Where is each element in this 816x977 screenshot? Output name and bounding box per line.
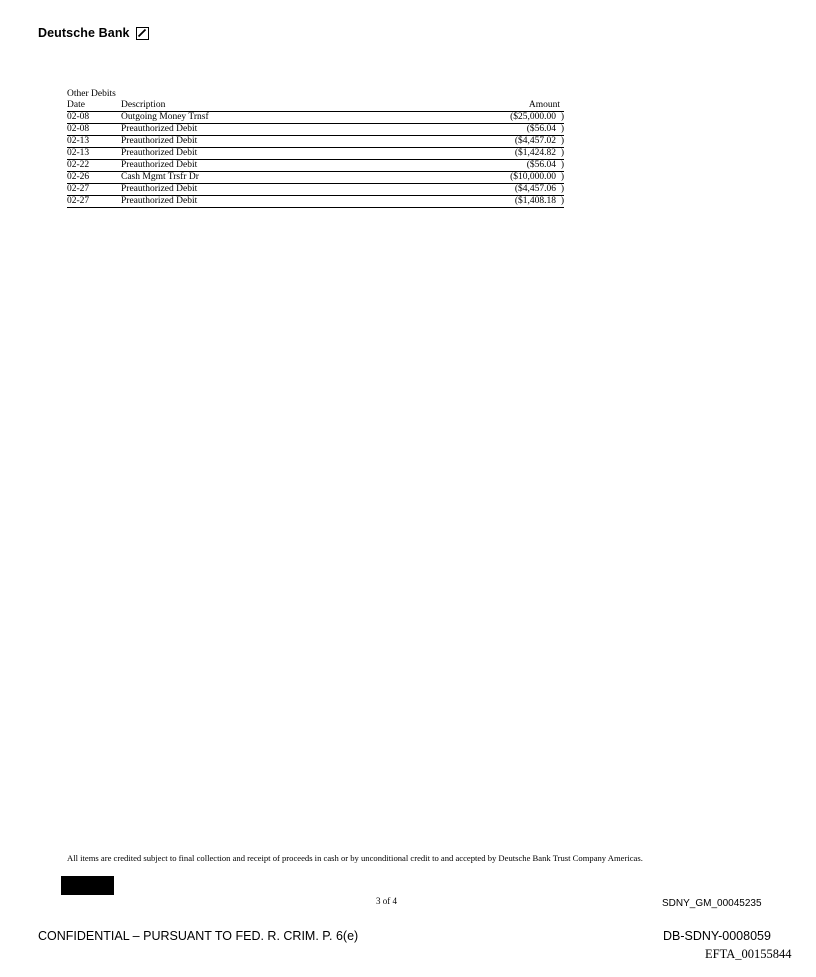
- efta-number: EFTA_00155844: [705, 947, 792, 961]
- row-amount: ($56.04: [526, 124, 556, 134]
- row-description: Preauthorized Debit: [121, 160, 421, 172]
- row-amount-close-paren: ): [560, 172, 564, 182]
- row-amount-cell: [421, 124, 564, 136]
- redaction-block: [61, 876, 114, 895]
- table-row: [67, 160, 564, 172]
- deutsche-bank-logo-icon: [136, 27, 149, 40]
- row-amount-close-paren: ): [560, 148, 564, 158]
- row-amount: ($56.04: [526, 160, 556, 170]
- page-number: 3 of 4: [376, 896, 397, 906]
- row-amount: ($10,000.00: [510, 172, 556, 182]
- row-amount-cell: [421, 112, 564, 124]
- row-amount-close-paren: ): [560, 160, 564, 170]
- row-description: Preauthorized Debit: [121, 136, 421, 148]
- row-date: 02-27: [67, 184, 121, 196]
- section-title: Other Debits: [67, 89, 116, 99]
- row-description: Preauthorized Debit: [121, 124, 421, 136]
- table-row: [67, 148, 564, 160]
- row-date: 02-08: [67, 124, 121, 136]
- row-amount-close-paren: ): [560, 124, 564, 134]
- row-amount-cell: [421, 136, 564, 148]
- row-amount-close-paren: ): [560, 136, 564, 146]
- row-amount: ($25,000.00: [510, 112, 556, 122]
- row-amount-cell: [421, 148, 564, 160]
- bates-number-sdny-gm: SDNY_GM_00045235: [662, 898, 762, 909]
- brand-header: [38, 26, 149, 40]
- row-date: 02-13: [67, 148, 121, 160]
- bates-number-db: DB-SDNY-0008059: [663, 929, 771, 943]
- column-header-description: Description: [121, 100, 421, 112]
- row-amount-close-paren: ): [560, 196, 564, 206]
- other-debits-section: [67, 88, 564, 208]
- row-amount-close-paren: ): [560, 184, 564, 194]
- row-date: 02-22: [67, 160, 121, 172]
- row-amount: ($4,457.02: [514, 136, 556, 146]
- row-description: Preauthorized Debit: [121, 184, 421, 196]
- table-row: [67, 184, 564, 196]
- row-amount-cell: [421, 184, 564, 196]
- row-amount: ($1,424.82: [514, 148, 556, 158]
- disclaimer-text: All items are credited subject to final collection and receipt of proceeds in cash or by unconditional credit to and accepted by Deutsche Bank Trust Company Americas.: [67, 853, 643, 863]
- row-amount-cell: [421, 196, 564, 208]
- bank-name: Deutsche Bank: [38, 26, 130, 40]
- table-row: [67, 172, 564, 184]
- row-amount-close-paren: ): [560, 112, 564, 122]
- debits-table: [67, 100, 564, 208]
- table-row: [67, 112, 564, 124]
- row-date: 02-26: [67, 172, 121, 184]
- row-amount-cell: [421, 172, 564, 184]
- column-header-amount: Amount: [421, 100, 564, 112]
- row-amount: ($4,457.06: [514, 184, 556, 194]
- table-row: [67, 196, 564, 208]
- row-date: 02-27: [67, 196, 121, 208]
- row-description: Preauthorized Debit: [121, 148, 421, 160]
- table-row: [67, 136, 564, 148]
- column-header-date: Date: [67, 100, 121, 112]
- table-row: [67, 124, 564, 136]
- row-amount-cell: [421, 160, 564, 172]
- table-header-row: [67, 100, 564, 112]
- row-date: 02-13: [67, 136, 121, 148]
- row-date: 02-08: [67, 112, 121, 124]
- row-description: Outgoing Money Trnsf: [121, 112, 421, 124]
- row-description: Cash Mgmt Trsfr Dr: [121, 172, 421, 184]
- confidential-notice: CONFIDENTIAL – PURSUANT TO FED. R. CRIM. P. 6(e): [38, 929, 359, 943]
- row-description: Preauthorized Debit: [121, 196, 421, 208]
- row-amount: ($1,408.18: [514, 196, 556, 206]
